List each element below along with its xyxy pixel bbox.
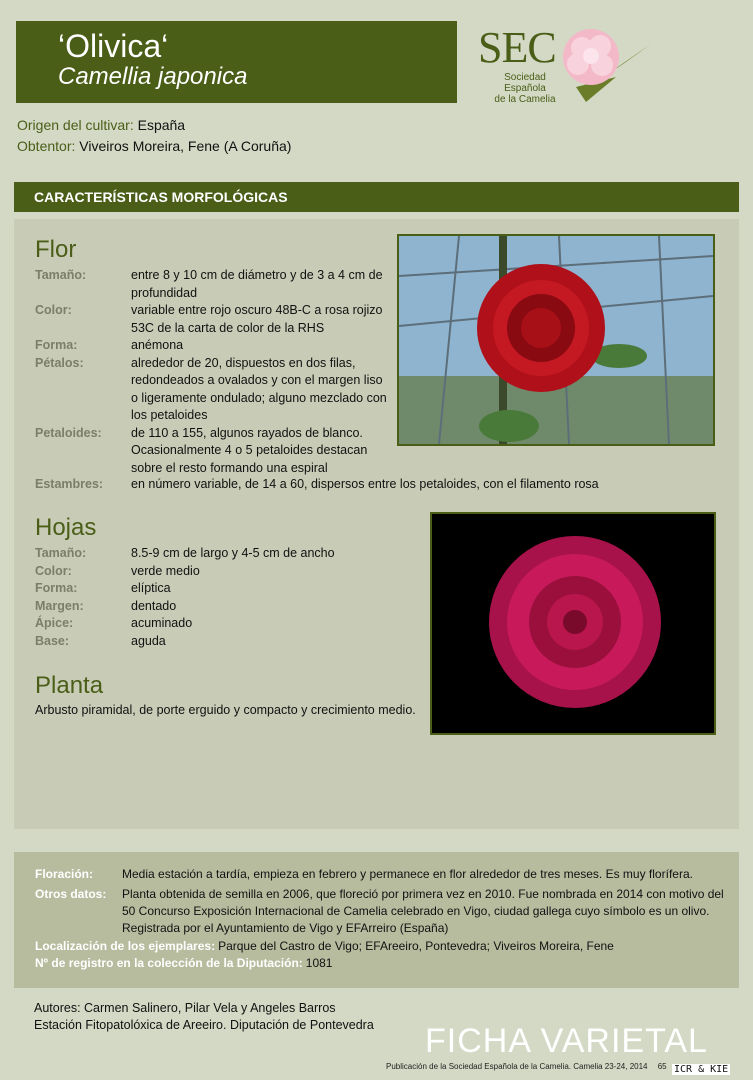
flor-row: Petaloides: de 110 a 155, algunos rayados de blanco. Ocasionalmente 4 o 5 petaloides destacan sobre el resto formando una espiral — [35, 425, 368, 475]
hojas-row: Forma: elíptica — [35, 581, 171, 595]
flowering-row — [35, 866, 725, 883]
registry-row — [35, 955, 725, 972]
flower-image — [432, 514, 714, 733]
species-name: Camellia japonica — [58, 63, 248, 90]
origin-value: España — [137, 117, 186, 133]
flower-photo-garden — [397, 234, 715, 446]
flor-row: Forma: anémona — [35, 338, 184, 352]
other-data-label: Otros datos: — [35, 887, 107, 901]
logo-abbr: SEC — [478, 23, 556, 72]
planta-description: Arbusto piramidal, de porte erguido y compacto y crecimiento medio. — [35, 703, 416, 717]
origin-label: Origen del cultivar: — [17, 117, 134, 133]
location-value: Parque del Castro de Vigo; EFAreeiro, Pontevedra; Viveiros Moreira, Fene — [218, 939, 614, 953]
flor-stamens — [35, 476, 635, 494]
cultivar-name: ‘Olivica‘ — [58, 28, 169, 64]
other-data-row — [35, 886, 725, 937]
location-label: Localización de los ejemplares: — [35, 939, 216, 953]
hojas-row: Tamaño: 8.5-9 cm de largo y 4-5 cm de ancho — [35, 546, 335, 560]
hojas-row: Base: aguda — [35, 633, 166, 648]
hojas-row: Color: verde medio — [35, 563, 200, 578]
breeder-label: Obtentor: — [17, 138, 76, 154]
flor-properties — [35, 267, 387, 477]
authors-line: Autores: Carmen Salinero, Pilar Vela y Angeles Barros — [34, 1001, 336, 1015]
registry-label: Nº de registro en la colección de la Diputación: — [35, 956, 303, 970]
section-title: CARACTERÍSTICAS MORFOLÓGICAS — [14, 182, 739, 212]
logo-line2: de la Camelia — [494, 94, 556, 105]
flowering-label: Floración: — [35, 867, 94, 881]
flor-row: Tamaño: entre 8 y 10 cm de diámetro y de 3 a 4 cm de profundidad — [35, 268, 383, 300]
flor-heading: Flor — [35, 236, 77, 263]
registry-value: 1081 — [305, 956, 333, 970]
page-number: 65 — [657, 1062, 667, 1071]
camellia-logo-icon — [556, 22, 656, 102]
stamp-text: ICR & KIE — [674, 1064, 729, 1075]
flor-row: Pétalos: alrededor de 20, dispuestos en dos filas, redondeados a ovalados y con el margen liso o ligeramente ondulado; alguno mezclado con los petaloides — [35, 355, 387, 422]
title-banner — [16, 21, 457, 103]
hojas-heading: Hojas — [35, 514, 97, 541]
hojas-row: Ápice: acuminado — [35, 616, 193, 630]
publication-text: Publicación de la Sociedad Española de la Camelia. Camelia 23-24, 2014 — [386, 1062, 648, 1071]
hojas-row: Margen: dentado — [35, 598, 177, 613]
flor-row: Color: variable entre rojo oscuro 48B-C a rosa rojizo 53C de la carta de color de la RHS — [35, 303, 383, 335]
ficha-varietal-title: FICHA VARIETAL — [425, 1022, 708, 1060]
flower-photo-studio — [430, 512, 716, 735]
other-data-value: Planta obtenida de semilla en 2006, que floreció por primera vez en 2010. Fue nombrada en 2014 con motivo del 50 Concurso Exposición Internacional de Camelia celebrado en Vigo, ciudad gallega cuyo símbolo es un olivo. Registrada por el Ayuntamiento de Vigo y EFArreiro (España) — [122, 887, 724, 935]
hojas-properties — [35, 545, 415, 650]
institution-line: Estación Fitopatolóxica de Areeiro. Diputación de Pontevedra — [34, 1018, 374, 1032]
flor-row: Estambres: en número variable, de 14 a 60, dispersos entre los petaloides, con el filamento rosa — [35, 477, 599, 491]
origin-block — [17, 115, 291, 157]
sec-logo — [476, 22, 666, 106]
location-row — [35, 938, 725, 955]
flowering-value: Media estación a tardía, empieza en febrero y permanece en flor alrededor de tres meses. Es muy florífera. — [122, 867, 693, 881]
publication-footer — [386, 1062, 667, 1071]
logo-line1: Sociedad Española — [504, 72, 546, 94]
breeder-value: Viveiros Moreira, Fene (A Coruña) — [79, 138, 292, 154]
planta-heading: Planta — [35, 672, 104, 699]
authors-block — [34, 1000, 374, 1034]
flower-image — [399, 236, 713, 444]
